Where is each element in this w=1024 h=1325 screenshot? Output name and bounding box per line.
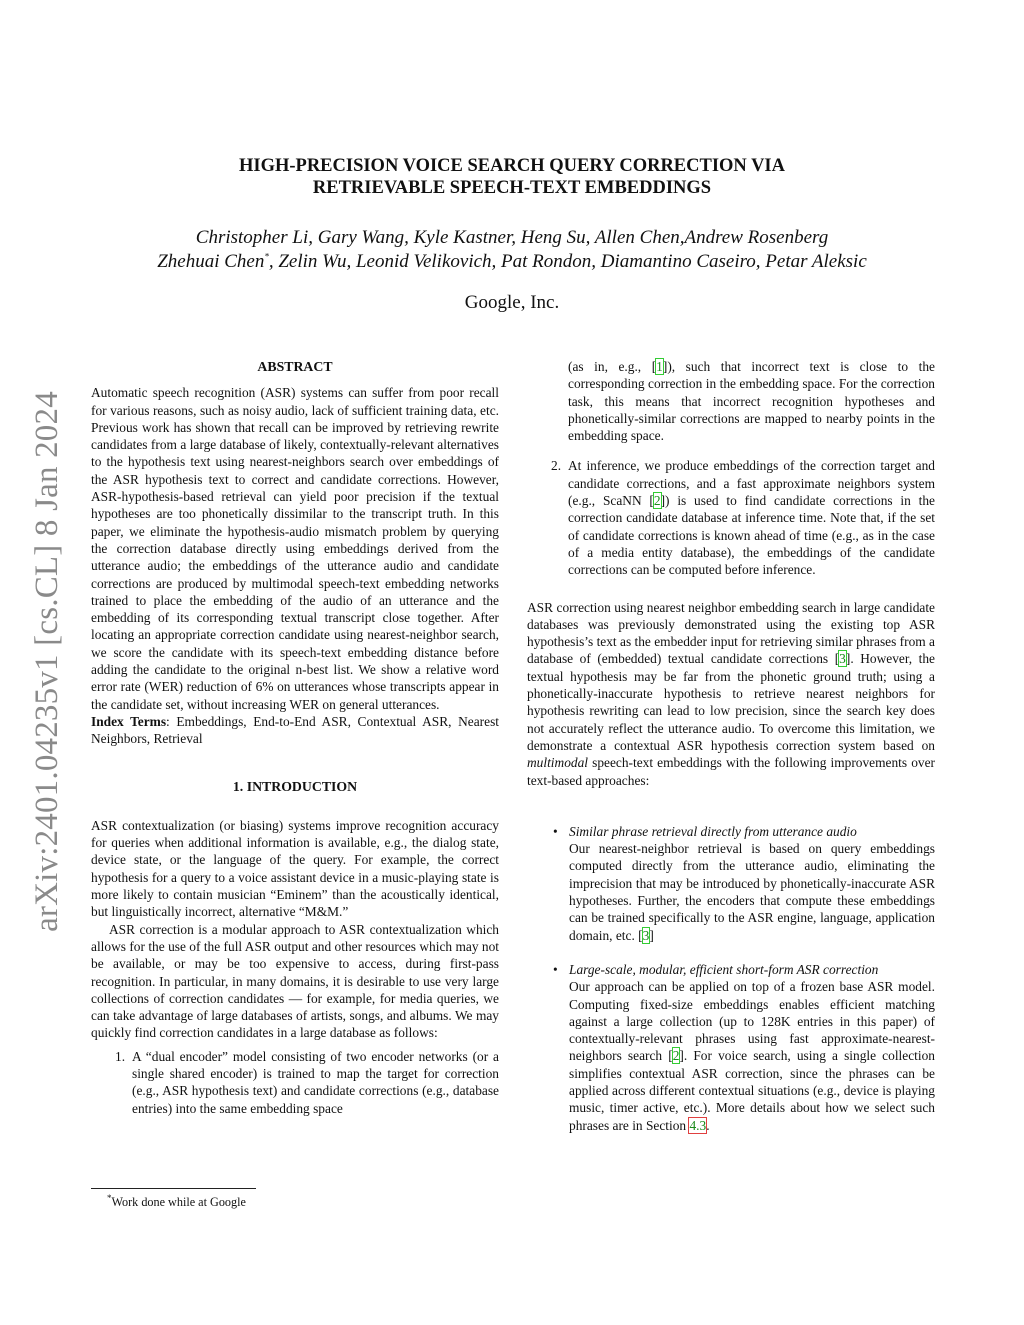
citation-link[interactable]: 1 <box>656 359 663 374</box>
introduction-heading: 1. INTRODUCTION <box>232 778 358 794</box>
bullet-item: • Large-scale, modular, efficient short-form ASR correction Our approach can be applied on top of a frozen base ASR model. Computing fixed-size embeddings enables efficient matching against a large collection (up to 128K entries in this paper) of contextually-relevant phrases using fast approximate-nearest-neighbors search [2]. For voice search, using a single collection simplifies contextual ASR correction, since the phrases can be applied across different contextual situations (e.g., device is playing music, timer active, etc.). More details about how we select such phrases are in Section 4.3. <box>553 961 935 1133</box>
intro-paragraph-1: ASR contextualization (or biasing) systems improve recognition accuracy for queries when additional information is available, e.g., the dialog state, device state, or the language of the query. For example, the correct hypothesis for a query to a voice assistant device in a music-playing state is more likely to contain musician “Eminem” than the acoustically identical, but linguistically incorrect, alternative “M&M.” <box>91 817 499 920</box>
paper-title <box>140 155 884 199</box>
list-number: 2. <box>551 458 562 474</box>
citation-link[interactable]: 3 <box>642 927 650 943</box>
authors-rest: , Zelin Wu, Leonid Velikovich, Pat Rondon, Diamantino Caseiro, Petar Aleksic <box>268 251 867 272</box>
bullet-title: Large-scale, modular, efficient short-form ASR correction <box>569 961 879 977</box>
footnote-mark[interactable]: * <box>264 251 269 262</box>
footnote <box>91 1188 499 1210</box>
footnote-rule <box>91 1188 256 1189</box>
arxiv-watermark <box>25 364 69 959</box>
author-name: Zhehuai Chen <box>157 251 265 272</box>
index-terms-label: Index Terms <box>91 713 167 729</box>
author-list <box>100 226 924 274</box>
bullet-icon: • <box>553 961 558 977</box>
bullet-icon: • <box>553 823 558 839</box>
right-column <box>527 358 935 1134</box>
intro-paragraph-3: ASR correction using nearest neighbor embedding search in large candidate databases was previously demonstrated using the existing top ASR hypothesis’s text as the embedder input for retrieving similar phrases from a database of (embedded) textual candidate corrections [3]. However, the textual hypothesis may be far from the phonetic ground truth; using a phonetically-inaccurate hypothesis to retrieve nearest neighbors for hypothesis rewriting can lead to low precision, since the search key does not accurately reflect the utterance audio. To overcome this limitation, we demonstrate a contextual ASR hypothesis correction system based on multimodal speech-text embeddings with the following improvements over text-based approaches: <box>527 599 936 788</box>
list-item <box>91 1048 499 1117</box>
index-terms-text: : Embeddings, End-to-End ASR, Contextual ASR, Nearest Neighbors, Retrieval <box>91 713 499 747</box>
bullet-title: Similar phrase retrieval directly from utterance audio <box>569 823 857 839</box>
affiliation: Google, Inc. <box>464 292 560 313</box>
arxiv-id[interactable]: arXiv:2401.04235v1 [cs.CL] 8 Jan 2024 <box>28 391 65 932</box>
authors-line-2 <box>100 250 924 274</box>
citation-link[interactable]: 2 <box>672 1048 680 1064</box>
section-link[interactable]: 4.3 <box>689 1117 707 1133</box>
list-item-continued: (as in, e.g., [1]), such that incorrect text is close to the corresponding correction in the embedding space. For the correction task, this means that incorrect recognition hypotheses and phonetically-similar corrections are mapped to nearby points in the embedding space. <box>568 359 935 444</box>
citation-link[interactable]: 3 <box>839 651 846 667</box>
left-column <box>91 358 499 1117</box>
numbered-list-continued <box>527 358 935 579</box>
title-line-2: RETRIEVABLE SPEECH-TEXT EMBEDDINGS <box>312 178 712 198</box>
title-line-1: HIGH-PRECISION VOICE SEARCH QUERY CORRECTION VIA <box>238 156 785 176</box>
abstract-text: Automatic speech recognition (ASR) systems can suffer from poor recall for various reasons, such as noisy audio, lack of sufficient training data, etc. Previous work has shown that recall can be improved by retrieving rewrite candidates from a large database of likely, contextually-relevant alternatives to the hypothesis text using nearest-neighbors search over embeddings of the ASR hypothesis text to correct and candidate corrections. However, ASR-hypothesis-based retrieval can yield poor precision if the textual hypotheses are too phonetically dissimilar to the transcript truth. In this paper, we eliminate the hypothesis-audio mismatch problem by querying the correction database directly using embeddings derived from the utterance audio; the embeddings of the utterance audio and candidate corrections are produced by multimodal speech-text embedding networks trained to place the embedding of the audio of an utterance and the embedding of its corresponding textual transcript close together. After locating an appropriate correction candidate using nearest-neighbor search, we score the candidate with its speech-text embedding distance before adding the candidate to the original n-best list. We show a relative word error rate (WER) reduction of 6% on utterances whose transcripts appear in the candidate set, without increasing WER on general utterances. <box>91 385 499 712</box>
footnote-text: Work done while at Google <box>111 1195 246 1209</box>
citation-link[interactable]: 2 <box>653 493 661 509</box>
intro-paragraph-2: ASR correction is a modular approach to ASR contextualization which allows for the use of the full ASR output and other resources which may not be available, or may be too expensive to access, during first-pass recognition. In particular, in many domains, it is desirable to use very large collections of correction candidates — for example, for media queries, we can take advantage of large databases of artists, songs, and albums. We may quickly find correction candidates in a large database as follows: <box>91 921 499 1041</box>
authors-line-1: Christopher Li, Gary Wang, Kyle Kastner, Heng Su, Allen Chen,Andrew Rosenberg <box>195 227 829 248</box>
footnote-mark: * <box>107 1192 112 1203</box>
list-item: 2. At inference, we produce embeddings of the correction target and candidate corrections, and a fast approximate neighbors system (e.g., ScaNN [2]) is used to find candidate corrections in the correction candidate database at inference time. Note that, if the set of candidate corrections is known ahead of time (e.g., as in the case of a media entity database), the embeddings of the candidate corrections can be computed before inference. <box>551 458 935 578</box>
emphasis: multimodal <box>527 755 589 771</box>
bullet-item: • Similar phrase retrieval directly from utterance audio Our nearest-neighbor retrieval is based on query embeddings computed directly from the utterance audio, eliminating the imprecision that may be introduced by phonetically-inaccurate ASR hypotheses. Further, the encoders that compute these embeddings can be trained specifically to the ASR engine, language, application domain, etc. [3] <box>553 823 935 943</box>
abstract-heading: ABSTRACT <box>257 359 333 374</box>
index-terms <box>91 713 499 748</box>
list-number: 1. <box>115 1048 126 1064</box>
list-item-text: A “dual encoder” model consisting of two encoder networks (or a single shared encoder) is trained to map the target for correction (e.g., ASR hypothesis text) and candidate corrections (e.g., database entries) into the same embedding space <box>132 1048 499 1116</box>
